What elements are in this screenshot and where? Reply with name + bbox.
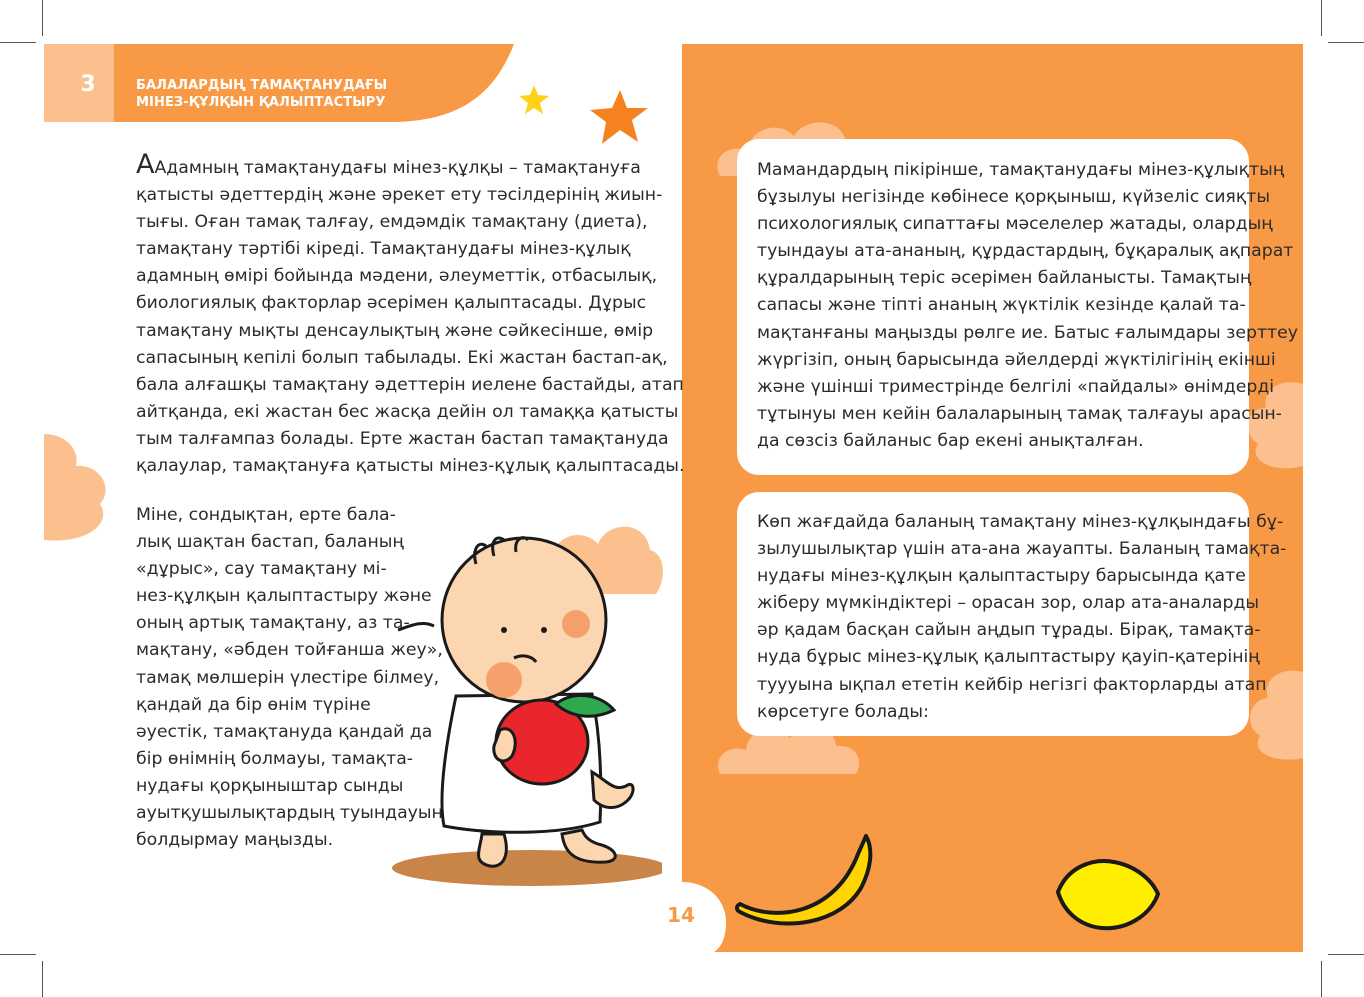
- crop-mark: [1328, 954, 1364, 955]
- text-line: тұтынуы мен кейін балаларының тамақ талғауы арасын-: [757, 403, 1282, 424]
- text-line: бұзылуы негізінде көбінесе қорқыныш, күйзеліс сияқты: [757, 187, 1270, 208]
- crop-mark: [0, 954, 36, 955]
- text-line: қалаулар, тамақтануға қатысты мінез-құлық қалыптасады.: [136, 456, 685, 477]
- cloud-icon: [44, 434, 114, 544]
- text-line: айтқанда, екі жастан бес жасқа дейін ол тамаққа қатысты: [136, 401, 679, 422]
- text-line: қатысты әдеттердің және әрекет ету тәсілдерінің жиын-: [136, 185, 663, 206]
- text-line: және үшінші триместрінде белгілі «пайдалы» өнімдерді: [757, 376, 1275, 397]
- text-line: Міне, сондықтан, ерте бала-: [136, 505, 396, 525]
- text-line: адамның өмірі бойында мәдени, әлеуметтік, отбасылық,: [136, 266, 658, 287]
- text-line: нез-құлқын қалыптастыру және: [136, 586, 432, 607]
- crop-mark: [1321, 0, 1322, 36]
- chapter-title-line: МІНЕЗ-ҚҰЛҚЫН ҚАЛЫПТАСТЫРУ: [136, 95, 386, 110]
- crop-mark: [0, 42, 36, 43]
- text-line: да сөзсіз байланыс бар екені анықталған.: [757, 430, 1144, 451]
- crop-mark: [1328, 42, 1364, 43]
- text-line: сапасы және тіпті ананың жүктілік кезінде қалай та-: [757, 295, 1246, 316]
- orange-star-icon: [588, 88, 650, 146]
- text-line: болдырмау маңызды.: [136, 830, 334, 851]
- chapter-number: 3: [80, 72, 96, 97]
- text-line: туууына ықпал ететін кейбір негізгі факторларды атап: [757, 674, 1267, 695]
- text-line: құралдарының теріс әсерімен байланысты. Тамақтың: [757, 268, 1252, 289]
- text-line: нуда бұрыс мінез-құлық қалыптастыру қауіп-қатерінің: [757, 647, 1260, 668]
- info-card-experts: [737, 139, 1298, 475]
- crop-mark: [42, 961, 43, 997]
- crop-mark: [1321, 961, 1322, 997]
- text-line: туындауы ата-ананың, құрдастардың, бұқаралық ақпарат: [757, 241, 1294, 262]
- text-line: мақтанғаны маңызды рөлге ие. Батыс ғалымдары зерттеу: [757, 322, 1298, 343]
- text-line: жүргізіп, оның барысында әйелдерді жүктілігінің екінші: [757, 349, 1276, 370]
- text-line: Көп жағдайда баланың тамақтану мінез-құлқындағы бұ-: [757, 512, 1284, 532]
- text-line: «дұрыс», сау тамақтану мі-: [136, 559, 387, 580]
- card-text: [757, 157, 1298, 455]
- text-line: жіберу мүмкіндіктері – орасан зор, олар ата-аналарды: [757, 593, 1260, 614]
- banana-icon: [734, 830, 874, 930]
- text-line: тығы. Оған тамақ талғау, емдәмдік тамақтану (диета),: [136, 212, 648, 233]
- chapter-title-line: БАЛАЛАРДЫҢ ТАМАҚТАНУДАҒЫ: [136, 78, 388, 93]
- text-line: нудағы қорқыныштар сынды: [136, 775, 404, 796]
- text-line: әр қадам басқан сайын аңдып тұрады. Бірақ, тамақта-: [757, 620, 1261, 641]
- text-line: тамақ мөлшерін үлестіре білмеу,: [136, 667, 440, 688]
- drop-cap: А: [136, 149, 155, 180]
- text-line: сапасының кепілі болып табылады. Екі жастан бастап-ақ,: [136, 347, 668, 368]
- text-line: ауытқушылықтардың туындауын: [136, 803, 443, 824]
- info-card-parents: [737, 492, 1287, 736]
- text-line: психологиялық сипаттағы мәселелер жатады, олардың: [757, 214, 1273, 235]
- text-line: қандай да бір өнім түріне: [136, 694, 371, 715]
- yellow-star-icon: [518, 84, 550, 116]
- text-line: зылушылықтар үшін ата-ана жауапты. Баланың тамақта-: [757, 539, 1287, 560]
- text-line: тым талғампаз болады. Ерте жастан бастап тамақтануда: [136, 428, 669, 449]
- text-line-content: Адамның тамақтанудағы мінез-құлқы – тамақтануға: [154, 158, 641, 178]
- crop-mark: [42, 0, 43, 36]
- text-line: әуестік, тамақтануда қандай да: [136, 721, 433, 742]
- chapter-title: [136, 77, 387, 111]
- page-number: 14: [667, 903, 695, 927]
- text-line: нудағы мінез-құлқын қалыптастыру барысында қате: [757, 566, 1246, 587]
- card-text: [757, 509, 1286, 726]
- lemon-icon: [1052, 854, 1164, 934]
- text-line: биологиялық факторлар әсерімен қалыптасады. Дұрыс: [136, 293, 647, 314]
- text-line: лық шақтан бастап, баланың: [136, 532, 404, 553]
- text-line: тамақтану мықты денсаулықтың және сәйкесінше, өмір: [136, 320, 654, 341]
- text-line: тамақтану тәртібі кіреді. Тамақтанудағы мінез-құлық: [136, 239, 631, 260]
- text-line: Мамандардың пікірінше, тамақтанудағы мінез-құлықтың: [757, 160, 1285, 180]
- text-line: бір өнімнің болмауы, тамақта-: [136, 748, 414, 769]
- text-line: мақтану, «әбден тойғанша жеу»,: [136, 640, 443, 661]
- text-line: [136, 149, 684, 182]
- intro-paragraph: [136, 149, 685, 480]
- text-line: бала алғашқы тамақтану әдеттерін иелене бастайды, атап: [136, 374, 684, 395]
- second-paragraph: [136, 502, 443, 854]
- text-line: оның артық тамақтану, аз та-: [136, 613, 410, 634]
- text-line: көрсетуге болады:: [757, 701, 929, 722]
